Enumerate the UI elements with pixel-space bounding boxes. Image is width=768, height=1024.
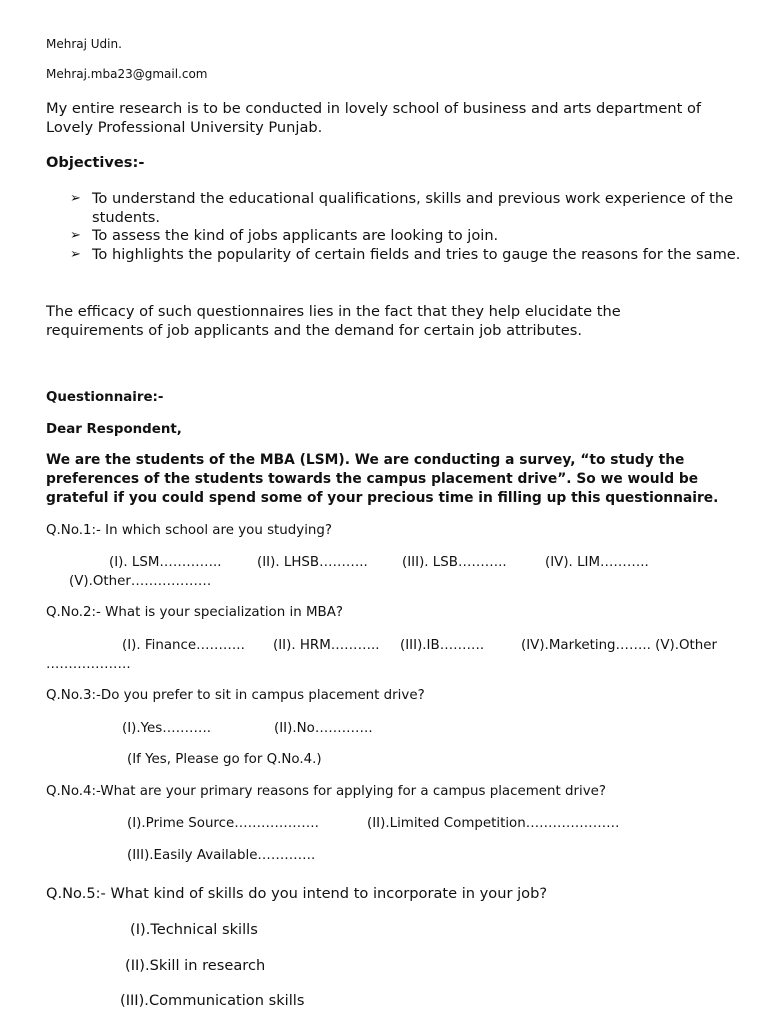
- q2-option: (IV).Marketing…….. (V).Other: [521, 638, 717, 653]
- q4-option: (I).Prime Source……………….: [127, 816, 319, 831]
- q1-option: (III). LSB………..: [402, 555, 507, 570]
- arrow-bullet-icon: ➢: [70, 191, 81, 206]
- objective-text: To highlights the popularity of certain fields and tries to gauge the reasons for the same.: [92, 245, 741, 263]
- intro-paragraph: My entire research is to be conducted in lovely school of business and arts department of Lovely Professional University Punjab.: [46, 100, 702, 136]
- list-item: [46, 190, 746, 227]
- q3-option: (I).Yes………..: [122, 721, 211, 736]
- question-5: Q.No.5:- What kind of skills do you intend to incorporate in your job?: [46, 885, 548, 902]
- q1-option: (II). LHSB………..: [257, 555, 368, 570]
- objective-text: To assess the kind of jobs applicants are looking to join.: [92, 227, 499, 244]
- q5-option: (III).Communication skills: [120, 992, 305, 1009]
- q2-option: (II). HRM………..: [273, 638, 380, 653]
- q1-option: (I). LSM…………..: [109, 555, 222, 570]
- q1-option: (IV). LIM………..: [545, 555, 649, 570]
- questionnaire-heading: Questionnaire:-: [46, 390, 164, 405]
- q2-option: ……………….: [46, 657, 131, 672]
- objective-text: To understand the educational qualifications, skills and previous work experience of the students.: [92, 190, 734, 226]
- q3-option: (II).No………….: [274, 721, 373, 736]
- list-item: [46, 227, 746, 246]
- efficacy-paragraph: The efficacy of such questionnaires lies in the fact that they help elucidate the requirements of job applicants and the demand for certain job attributes.: [46, 303, 621, 339]
- q4-option: (III).Easily Available………….: [127, 848, 316, 863]
- author-name: Mehraj Udin.: [46, 37, 122, 51]
- question-2: Q.No.2:- What is your specialization in MBA?: [46, 605, 343, 620]
- q3-note: (If Yes, Please go for Q.No.4.): [127, 752, 322, 767]
- objectives-heading: Objectives:-: [46, 154, 145, 171]
- arrow-bullet-icon: ➢: [70, 228, 81, 243]
- q2-option: (I). Finance………..: [122, 638, 245, 653]
- question-1: Q.No.1:- In which school are you studying?: [46, 523, 333, 538]
- q5-option: (II).Skill in research: [125, 957, 266, 974]
- objectives-list: [46, 190, 746, 264]
- salutation: Dear Respondent,: [46, 422, 182, 437]
- q4-option: (II).Limited Competition…………………: [367, 816, 620, 831]
- q2-option: (III).IB……….: [400, 638, 485, 653]
- question-4: Q.No.4:-What are your primary reasons for applying for a campus placement drive?: [46, 784, 607, 799]
- q5-option: (I).Technical skills: [130, 921, 258, 938]
- questionnaire-preamble: We are the students of the MBA (LSM). We are conducting a survey, “to study the preferences of the students towards the campus placement drive”. So we would be grateful if you could spend some of your precious time in filling up this questionnaire.: [46, 452, 719, 506]
- arrow-bullet-icon: ➢: [70, 246, 81, 262]
- q1-option: (V).Other………………: [69, 574, 212, 589]
- list-item: [46, 246, 746, 265]
- author-email: Mehraj.mba23@gmail.com: [46, 67, 208, 81]
- question-3: Q.No.3:-Do you prefer to sit in campus placement drive?: [46, 688, 425, 703]
